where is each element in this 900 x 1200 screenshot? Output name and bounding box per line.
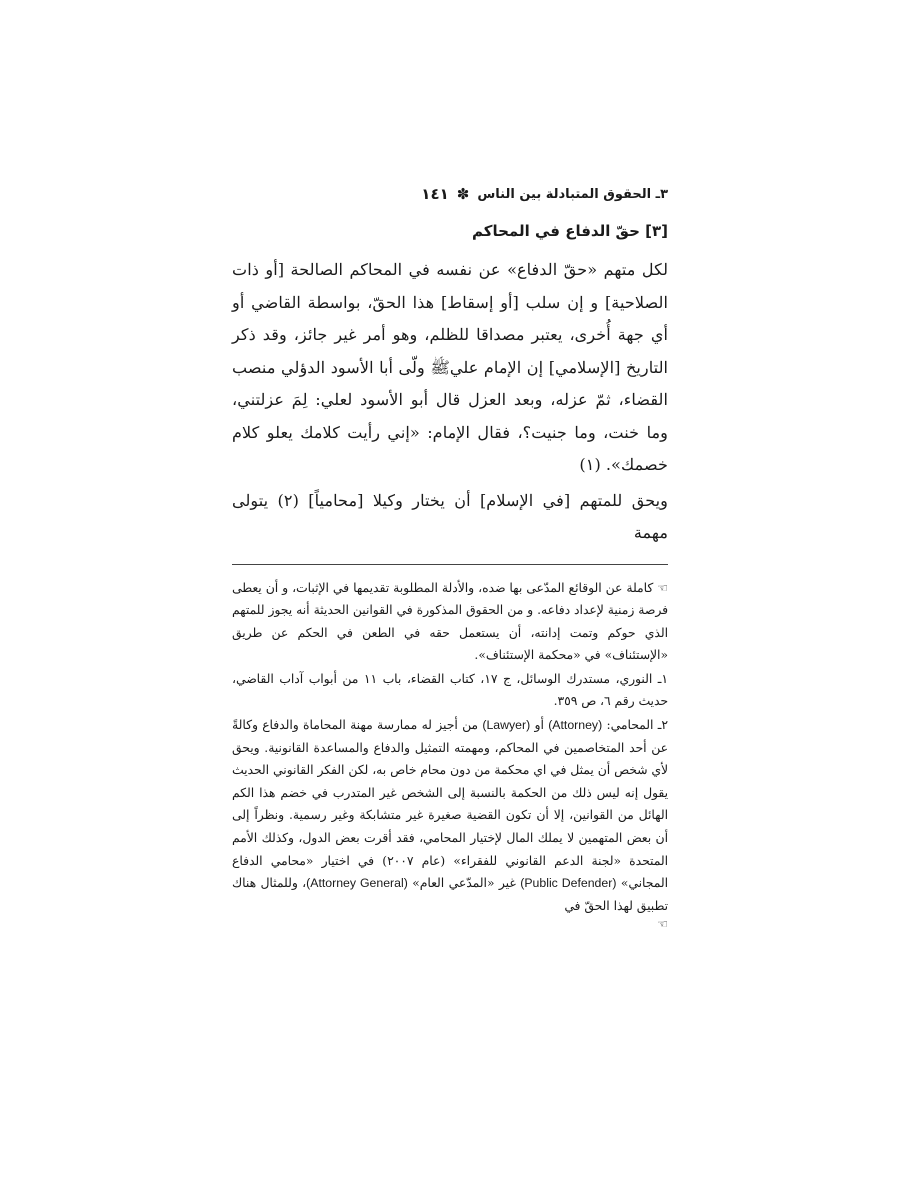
page-number: ١٤١ xyxy=(421,185,449,203)
footnote-text: كاملة عن الوقائع المدّعى بها ضده، والأدلة المطلوبة تقديمها في الإثبات، و أن يعطى فرصة زمنية لإعداد دفاعه. و من الحقوق المذكورة في القوانين الحديثة أنه يجوز للمتهم الذي حوكم وتمت إدانته، أن يستعمل حقه في الطعن في الحكم عن طريق «الإستئناف» في «محكمة الإستئناف». xyxy=(232,580,668,663)
footnote-2 xyxy=(232,714,668,931)
footnote-text: ، وللمثال هناك تطبيق لهذا الحقّ في xyxy=(232,876,668,913)
latin-term: (Attorney General) xyxy=(306,876,408,891)
footnote-1 xyxy=(232,668,668,713)
footnote-text: غير «المدّعي العام» xyxy=(407,876,521,891)
chapter-title: ٣ـ الحقوق المتبادلة بين الناس xyxy=(477,186,668,202)
footnote-text: أو xyxy=(530,718,549,733)
footnote-text: ١ـ النوري، مستدرك الوسائل، ج ١٧، كتاب القضاء، باب ١١ من أبواب آداب القاضي، حديث رقم ٦، ص ٣٥٩. xyxy=(232,671,668,709)
footnote-divider xyxy=(232,564,668,565)
latin-term: (Public Defender) xyxy=(520,876,617,891)
main-text xyxy=(232,254,668,550)
paragraph: لكل متهم «حقّ الدفاع» عن نفسه في المحاكم الصالحة [أو ذات الصلاحية] و إن سلب [أو إسقاط] هذا الحقّ، بواسطة القاضي أو أي جهة أُخرى، يعتبر مصداقا للظلم، وهو أمر غير جائز، وقد ذكر التاريخ [الإسلامي] إن الإمام عليﷺ ولّى أبا الأسود الدؤلي منصب القضاء، ثمّ عزله، وبعد العزل قال أبو الأسود لعلي: لِمَ عزلتني، وما خنت، وما جنيت؟، فقال الإمام: «إني رأيت كلامك يعلو كلام خصمك». (١) xyxy=(232,260,668,474)
footnote-continuation xyxy=(232,577,668,667)
footnote-text: من أجيز له ممارسة مهنة المحاماة والدفاع وكالةً عن أحد المتخاصمين في المحاكم، ومهمته التمثيل والدفاع والمساعدة القانونية. ويحق لأي شخص أن يمثل في اي محكمة من دون محام خاص به، لكن الفكر القانوني الحديث يقول إنه ليس ذلك من الحكمة بالنسبة إلى الشخص غير المتدرب في خضم هذا الكم الهائل من القوانين، إلا أن تكون القضية صغيرة غير متشابكة وغير رسمية. ونظراً إلى أن بعض المتهمين لا يملك المال لإختيار المحامي، فقد أقرت بعض الدول، وكذلك الأمم المتحدة «لجنة الدعم القانوني للفقراء» (عام ٢٠٠٧) في اختيار «محامي الدفاع المجاني» xyxy=(232,718,669,891)
section-title: [٣] حقّ الدفاع في المحاكم xyxy=(472,222,668,240)
pointing-hand-icon: ☜ xyxy=(657,580,669,595)
latin-term: (Attorney) xyxy=(548,718,603,733)
flower-ornament-icon: ✽ xyxy=(456,184,470,203)
footnote-text: ٢ـ المحامي: xyxy=(602,718,668,733)
pointing-hand-icon: ☜ xyxy=(657,917,668,932)
book-page xyxy=(232,180,668,932)
latin-term: (Lawyer) xyxy=(482,718,531,733)
running-head xyxy=(232,180,668,208)
footnotes xyxy=(232,577,668,932)
paragraph: ويحق للمتهم [في الإسلام] أن يختار وكيلا [محامياً] (٢) يتولى مهمة xyxy=(232,490,668,542)
